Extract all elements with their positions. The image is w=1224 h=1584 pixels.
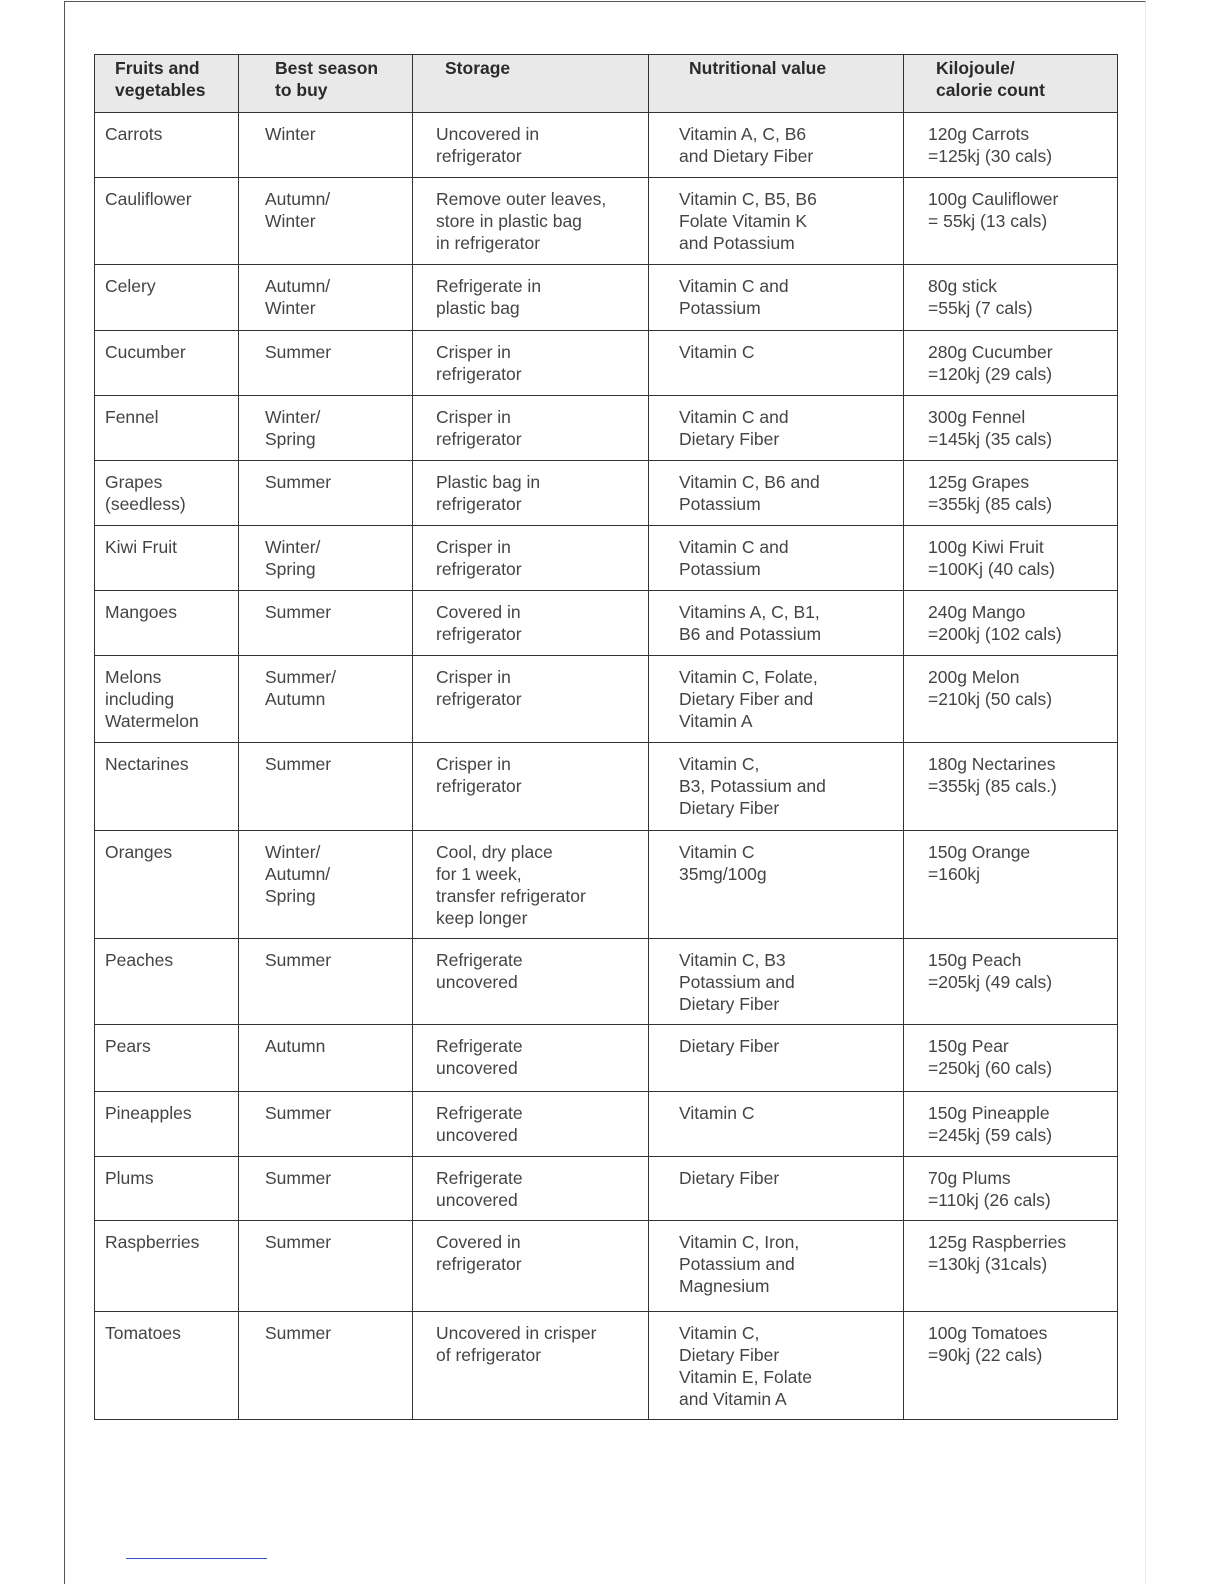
table-row [95, 1157, 1118, 1221]
cell-produce: Celery [95, 265, 239, 331]
table-row [95, 526, 1118, 591]
cell-nutrition: Vitamin C, B3 Potassium and Dietary Fiber [649, 939, 904, 1025]
cell-season: Summer [239, 743, 413, 831]
produce-table [94, 54, 1118, 1420]
table-row [95, 461, 1118, 526]
table-row [95, 743, 1118, 831]
footnote-separator [126, 1558, 267, 1559]
cell-nutrition: Vitamin C, Folate, Dietary Fiber and Vitamin A [649, 656, 904, 743]
cell-storage: Uncovered in refrigerator [413, 113, 649, 178]
cell-produce: Fennel [95, 396, 239, 461]
cell-nutrition: Vitamin C, B5, B6 Folate Vitamin K and Potassium [649, 178, 904, 265]
cell-season: Summer [239, 1312, 413, 1420]
cell-storage: Refrigerate uncovered [413, 939, 649, 1025]
table-row [95, 1092, 1118, 1157]
cell-season: Summer [239, 461, 413, 526]
cell-produce: Tomatoes [95, 1312, 239, 1420]
cell-produce: Peaches [95, 939, 239, 1025]
cell-energy: 150g Orange =160kj [904, 831, 1118, 939]
cell-storage: Refrigerate uncovered [413, 1092, 649, 1157]
cell-energy: 150g Peach =205kj (49 cals) [904, 939, 1118, 1025]
cell-storage: Crisper in refrigerator [413, 656, 649, 743]
header-fruits-and-vegetables: Fruits and vegetables [95, 55, 239, 113]
cell-energy: 100g Cauliflower = 55kj (13 cals) [904, 178, 1118, 265]
cell-produce: Mangoes [95, 591, 239, 656]
cell-energy: 150g Pear =250kj (60 cals) [904, 1025, 1118, 1092]
cell-storage: Covered in refrigerator [413, 1221, 649, 1312]
cell-season: Summer [239, 331, 413, 396]
cell-season: Winter [239, 113, 413, 178]
cell-produce: Melons including Watermelon [95, 656, 239, 743]
cell-nutrition: Vitamin C and Potassium [649, 265, 904, 331]
cell-nutrition: Vitamin C, Iron, Potassium and Magnesium [649, 1221, 904, 1312]
cell-energy: 125g Raspberries =130kj (31cals) [904, 1221, 1118, 1312]
table-row [95, 1221, 1118, 1312]
cell-storage: Crisper in refrigerator [413, 331, 649, 396]
header-storage: Storage [413, 55, 649, 113]
cell-season: Summer [239, 1221, 413, 1312]
cell-storage: Plastic bag in refrigerator [413, 461, 649, 526]
cell-produce: Kiwi Fruit [95, 526, 239, 591]
cell-produce: Oranges [95, 831, 239, 939]
cell-energy: 125g Grapes =355kj (85 cals) [904, 461, 1118, 526]
table-row [95, 1025, 1118, 1092]
cell-nutrition: Vitamin C and Dietary Fiber [649, 396, 904, 461]
cell-nutrition: Vitamin A, C, B6 and Dietary Fiber [649, 113, 904, 178]
cell-storage: Refrigerate in plastic bag [413, 265, 649, 331]
cell-energy: 280g Cucumber =120kj (29 cals) [904, 331, 1118, 396]
header-best-season: Best season to buy [239, 55, 413, 113]
cell-produce: Pears [95, 1025, 239, 1092]
cell-energy: 100g Kiwi Fruit =100Kj (40 cals) [904, 526, 1118, 591]
cell-storage: Refrigerate uncovered [413, 1025, 649, 1092]
cell-nutrition: Dietary Fiber [649, 1025, 904, 1092]
cell-produce: Carrots [95, 113, 239, 178]
header-nutritional-value: Nutritional value [649, 55, 904, 113]
cell-storage: Uncovered in crisper of refrigerator [413, 1312, 649, 1420]
cell-nutrition: Vitamin C, B3, Potassium and Dietary Fiber [649, 743, 904, 831]
cell-produce: Cauliflower [95, 178, 239, 265]
cell-energy: 300g Fennel =145kj (35 cals) [904, 396, 1118, 461]
cell-nutrition: Vitamin C [649, 1092, 904, 1157]
cell-energy: 80g stick =55kj (7 cals) [904, 265, 1118, 331]
table-row [95, 265, 1118, 331]
table-row [95, 656, 1118, 743]
cell-season: Summer [239, 939, 413, 1025]
cell-produce: Pineapples [95, 1092, 239, 1157]
cell-storage: Crisper in refrigerator [413, 743, 649, 831]
cell-storage: Covered in refrigerator [413, 591, 649, 656]
table-body [95, 113, 1118, 1420]
cell-season: Winter/ Autumn/ Spring [239, 831, 413, 939]
cell-nutrition: Vitamins A, C, B1, B6 and Potassium [649, 591, 904, 656]
cell-energy: 70g Plums =110kj (26 cals) [904, 1157, 1118, 1221]
cell-produce: Nectarines [95, 743, 239, 831]
cell-storage: Cool, dry place for 1 week, transfer refrigerator keep longer [413, 831, 649, 939]
cell-nutrition: Dietary Fiber [649, 1157, 904, 1221]
cell-storage: Crisper in refrigerator [413, 526, 649, 591]
cell-season: Summer [239, 1092, 413, 1157]
cell-energy: 120g Carrots =125kj (30 cals) [904, 113, 1118, 178]
cell-energy: 180g Nectarines =355kj (85 cals.) [904, 743, 1118, 831]
table-row [95, 939, 1118, 1025]
cell-storage: Crisper in refrigerator [413, 396, 649, 461]
cell-energy: 240g Mango =200kj (102 cals) [904, 591, 1118, 656]
cell-energy: 100g Tomatoes =90kj (22 cals) [904, 1312, 1118, 1420]
table-row [95, 591, 1118, 656]
table-row [95, 113, 1118, 178]
cell-season: Summer/ Autumn [239, 656, 413, 743]
cell-produce: Plums [95, 1157, 239, 1221]
cell-nutrition: Vitamin C and Potassium [649, 526, 904, 591]
table-row [95, 1312, 1118, 1420]
cell-nutrition: Vitamin C [649, 331, 904, 396]
cell-nutrition: Vitamin C, B6 and Potassium [649, 461, 904, 526]
table-row [95, 396, 1118, 461]
cell-season: Summer [239, 591, 413, 656]
cell-season: Winter/ Spring [239, 526, 413, 591]
cell-produce: Raspberries [95, 1221, 239, 1312]
cell-season: Autumn [239, 1025, 413, 1092]
cell-nutrition: Vitamin C, Dietary Fiber Vitamin E, Folate and Vitamin A [649, 1312, 904, 1420]
cell-nutrition: Vitamin C 35mg/100g [649, 831, 904, 939]
cell-produce: Cucumber [95, 331, 239, 396]
table-row [95, 831, 1118, 939]
cell-storage: Remove outer leaves, store in plastic bag in refrigerator [413, 178, 649, 265]
cell-energy: 150g Pineapple =245kj (59 cals) [904, 1092, 1118, 1157]
cell-season: Summer [239, 1157, 413, 1221]
header-row [95, 55, 1118, 113]
cell-storage: Refrigerate uncovered [413, 1157, 649, 1221]
cell-season: Winter/ Spring [239, 396, 413, 461]
header-kilojoule-calorie: Kilojoule/ calorie count [904, 55, 1118, 113]
cell-season: Autumn/ Winter [239, 265, 413, 331]
table-row [95, 178, 1118, 265]
cell-energy: 200g Melon =210kj (50 cals) [904, 656, 1118, 743]
cell-season: Autumn/ Winter [239, 178, 413, 265]
cell-produce: Grapes (seedless) [95, 461, 239, 526]
table-header [95, 55, 1118, 113]
table-row [95, 331, 1118, 396]
